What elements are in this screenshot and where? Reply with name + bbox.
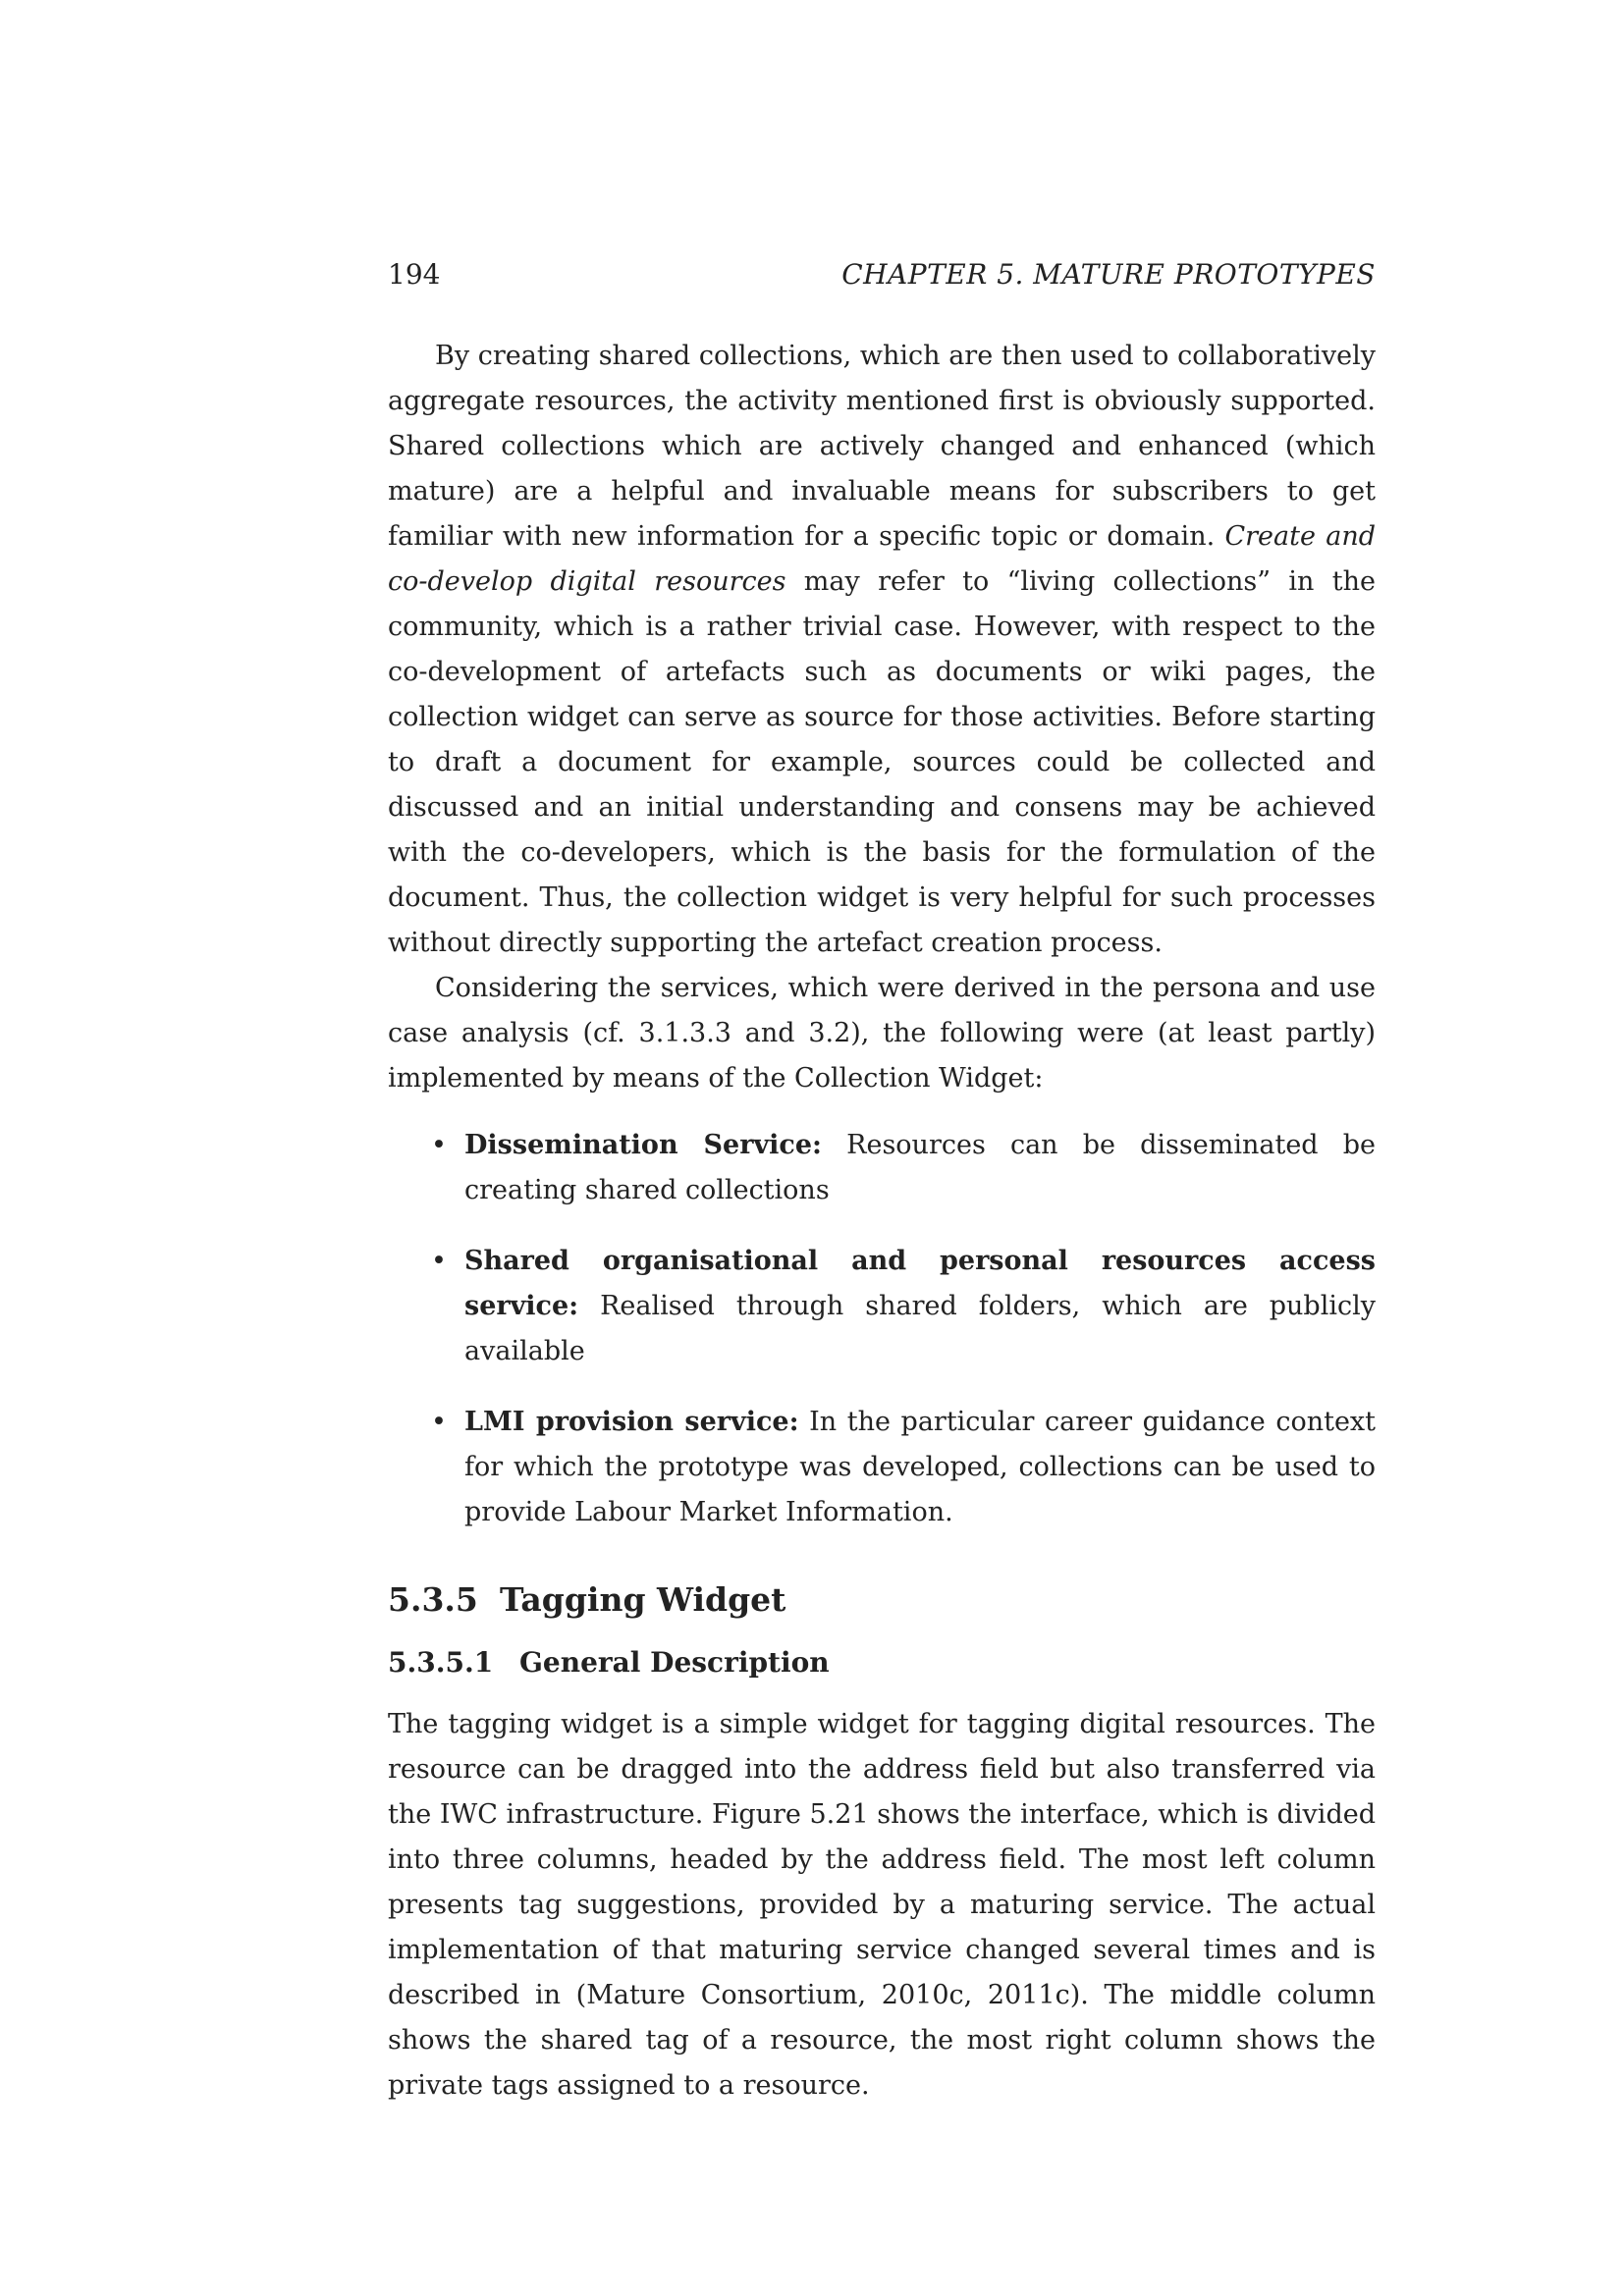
subsection-number: 5.3.5.1 [388, 1646, 494, 1679]
chapter-title: CHAPTER 5. MATURE PROTOTYPES [841, 258, 1376, 291]
paragraph-text: may refer to “living collections” in the community, which is a rather trivial case. However, with respect to the co-development of artefacts such as documents or wiki pages, the collection widget can serve as source for those activities. Before starting to draft a document for example, sources could be collected and discussed and an initial understanding and consens may be achieved with the co-developers, which is the basis for the formulation of the document. Thus, the collection widget is very helpful for such processes without directly supporting the artefact creation process. [388, 566, 1376, 958]
emphasis-text: Create and co-develop digital resources [388, 521, 1377, 597]
service-description: In the particular career guidance context for which the prototype was developed, collections can be used to provide Labour Market Information. [464, 1407, 1376, 1527]
bullet-icon: • [431, 1130, 447, 1160]
page-content [388, 257, 1376, 2109]
service-description: Realised through shared folders, which are publicly available [464, 1291, 1376, 1366]
service-term: Dissemination Service: [464, 1130, 822, 1160]
running-header [388, 257, 1376, 293]
subsection-heading [388, 1643, 1376, 1682]
section-number: 5.3.5 [388, 1580, 478, 1619]
list-item [388, 1123, 1376, 1213]
subsection-title: General Description [519, 1646, 830, 1679]
service-term: Shared organisational and personal resources access service: [464, 1246, 1376, 1321]
page-number: 194 [388, 258, 441, 291]
service-term: LMI provision service: [464, 1407, 799, 1437]
list-item [388, 1239, 1376, 1374]
paragraph-shared-collections [388, 334, 1376, 966]
services-list [388, 1123, 1376, 1535]
paragraph-text: By creating shared collections, which are then used to collaboratively aggregate resources, the activity mentioned first is obviously supported. Shared collections which are actively changed and enhanced (which mature) are a helpful and invaluable means for subscribers to get familiar with new information for a specific topic or domain. [388, 341, 1376, 552]
service-description: Resources can be disseminated be creating shared collections [464, 1130, 1376, 1205]
paragraph-services-intro: Considering the services, which were derived in the persona and use case analysis (cf. 3.1.3.3 and 3.2), the following were (at least partly) implemented by means of the Collection Widget: [388, 973, 1376, 1094]
section-title: Tagging Widget [500, 1580, 786, 1619]
section-heading [388, 1578, 1376, 1622]
bullet-icon: • [431, 1407, 447, 1437]
list-item [388, 1400, 1376, 1535]
bullet-icon: • [431, 1246, 447, 1276]
paragraph-tagging-widget: The tagging widget is a simple widget for tagging digital resources. The resource can be dragged into the address field but also transferred via the IWC infrastructure. Figure 5.21 shows the interface, which is divided into three columns, headed by the address field. The most left column presents tag suggestions, provided by a maturing service. The actual implementation of that maturing service changed several times and is described in (Mature Consortium, 2010c, 2011c). The middle column shows the shared tag of a resource, the most right column shows the private tags assigned to a resource. [388, 1709, 1376, 2101]
